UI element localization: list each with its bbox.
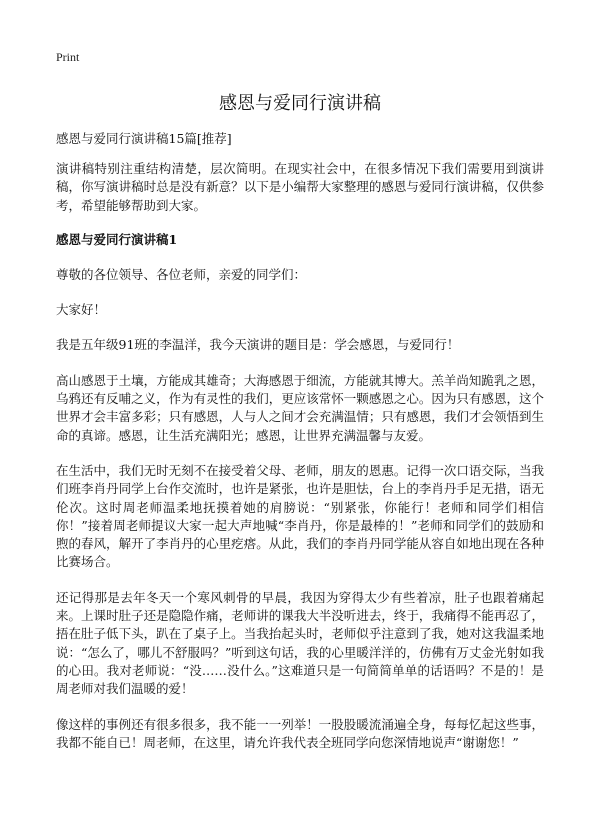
topic-paragraph: 我是五年级91班的李温洋，我今天演讲的题目是：学会感恩，与爱同行！ [56,337,460,353]
intro-paragraph: 演讲稿特别注重结构清楚，层次简明。在现实社会中，在很多情况下我们需要用到演讲稿，你写演讲稿时总是没有新意？以下是小编帮大家整理的感恩与爱同行演讲稿，仅供参考，希望能够帮助到大家。 [56,161,544,213]
section-heading: 感恩与爱同行演讲稿1 [56,231,178,247]
body-paragraph-winter: 还记得那是去年冬天一个寒风刺骨的早晨，我因为穿得太少有些着凉，肚子也跟着痛起来。上课时肚子还是隐隐作痛，老师讲的课我大半没听进去，终于，我痛得不能再忍了，捂在肚子低下头，趴在了桌子上。当我抬起头时，老师似乎注意到了我，她对这我温柔地说：“怎么了，哪儿不舒服吗？”听到这句话，我的心里暖洋洋的，仿佛有万丈金光射如我的心田。我对老师说：“没……没什么。”这难道只是一句简简单单的话语吗？不是的！是周老师对我们温暖的爱！ [56,589,544,697]
body-paragraph-classroom: 在生活中，我们无时无刻不在接受着父母、老师，朋友的恩惠。记得一次口语交际，当我们班李肖丹同学上台作交流时，也许是紧张，也许是胆怯，台上的李肖丹手足无措，语无伦次。这时周老师温柔地抚摸着她的肩膀说：“别紧张，你能行！老师和同学们相信你！”接着周老师提议大家一起大声地喊“李肖丹，你是最棒的！”老师和同学们的鼓励和煦的春风，解开了李肖丹的心里疙瘩。从此，我们的李肖丹同学能从容自如地出现在各种比赛场合。 [56,462,544,570]
page-title: 感恩与爱同行演讲稿 [219,93,381,114]
document-subtitle: 感恩与爱同行演讲稿15篇[推荐] [56,131,232,146]
body-paragraph-gratitude: 高山感恩于土壤，方能成其雄奇；大海感恩于细流，方能就其博大。羔羊尚知跪乳之恩，乌鸦还有反哺之义，作为有灵性的我们，更应该常怀一颗感恩之心。因为只有感恩，这个世界才会丰富多彩；只有感恩，人与人之间才会充满温情；只有感恩，我们才会领悟到生命的真谛。感恩，让生活充满阳光；感恩，让世界充满温馨与友爱。 [56,372,544,443]
body-paragraph-closing: 像这样的事例还有很多很多，我不能一一列举！一股股暖流涌遍全身，每每忆起这些事，我都不能自已！周老师，在这里，请允许我代表全班同学向您深情地说声“谢谢您！” [56,716,544,750]
print-link[interactable]: Print [56,50,80,64]
salutation-paragraph: 尊敬的各位领导、各位老师，亲爱的同学们： [56,266,307,282]
greeting-paragraph: 大家好！ [56,302,107,318]
